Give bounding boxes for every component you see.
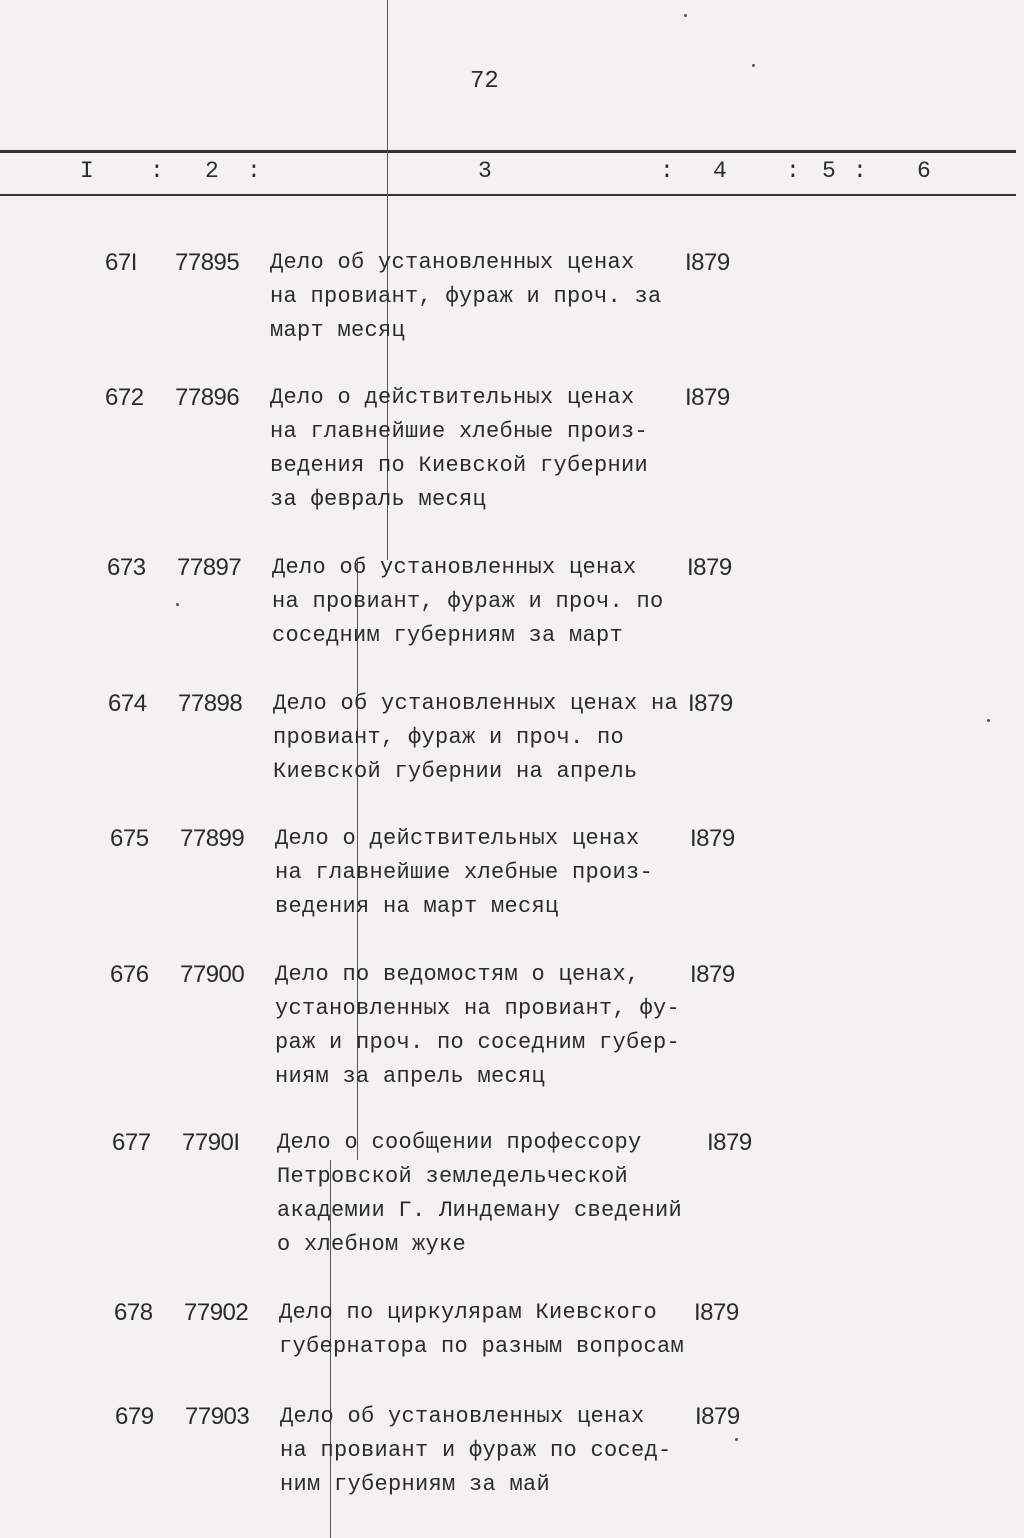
column-separator: : xyxy=(853,158,867,184)
entry-title: Дело об установленных ценах на провиант, фураж и проч. по соседним губерниям за март xyxy=(272,555,664,648)
entry-title: Дело по циркулярам Киевского губернатора по разным вопросам xyxy=(279,1300,685,1359)
column-header-4: 4 xyxy=(713,158,727,184)
entry-year: I879 xyxy=(690,825,735,852)
scan-speck xyxy=(735,1438,738,1441)
scan-speck xyxy=(684,14,687,17)
entry-year: I879 xyxy=(688,690,733,717)
column-header-6: 6 xyxy=(917,158,931,184)
entry-title: Дело о действительных ценах на главнейшие хлебные произ- ведения по Киевской губернии за февраль месяц xyxy=(270,385,649,512)
column-header-3: 3 xyxy=(478,158,492,184)
entry-year: I879 xyxy=(694,1299,739,1326)
entry-code: 77900 xyxy=(180,961,245,988)
column-header-1: I xyxy=(80,158,94,184)
scan-speck xyxy=(176,603,179,606)
entry-code: 77895 xyxy=(175,249,240,276)
scan-speck xyxy=(987,719,990,722)
entry-title: Дело об установленных ценах на провиант, фураж и проч. за март месяц xyxy=(270,250,662,343)
entry-code: 77902 xyxy=(184,1299,249,1326)
entry-year: I879 xyxy=(687,554,732,581)
column-separator: : xyxy=(660,158,674,184)
entry-title: Дело об установленных ценах на провиант, фураж и проч. по Киевской губернии на апрель xyxy=(273,691,679,784)
entry-year: I879 xyxy=(695,1403,740,1430)
entry-number: 678 xyxy=(114,1299,153,1326)
entry-number: 677 xyxy=(112,1129,151,1156)
column-separator: : xyxy=(150,158,164,184)
entry-code: 77898 xyxy=(178,690,243,717)
entry-number: 67I xyxy=(105,249,137,276)
entry-year: I879 xyxy=(685,249,730,276)
entry-number: 674 xyxy=(108,690,147,717)
entry-number: 672 xyxy=(105,384,144,411)
entry-title: Дело об установленных ценах на провиант и фураж по сосед- ним губерниям за май xyxy=(280,1404,672,1497)
entry-number: 673 xyxy=(107,554,146,581)
page-number: 72 xyxy=(470,68,499,95)
header-rule-top xyxy=(0,150,1016,153)
entry-number: 675 xyxy=(110,825,149,852)
scan-speck xyxy=(752,64,755,67)
entry-year: I879 xyxy=(690,961,735,988)
entry-code: 77903 xyxy=(185,1403,250,1430)
entry-code: 77897 xyxy=(177,554,242,581)
entry-year: I879 xyxy=(707,1129,752,1156)
entry-title: Дело о сообщении профессору Петровской земледельческой академии Г. Линдеману сведений о хлебном жуке xyxy=(277,1130,683,1257)
column-header-2: 2 xyxy=(205,158,219,184)
entry-code: 7790I xyxy=(182,1129,240,1156)
entry-number: 679 xyxy=(115,1403,154,1430)
column-separator: : xyxy=(786,158,800,184)
column-separator: : xyxy=(247,158,261,184)
header-rule-bottom xyxy=(0,194,1016,196)
column-header-5: 5 xyxy=(822,158,836,184)
entry-number: 676 xyxy=(110,961,149,988)
entry-year: I879 xyxy=(685,384,730,411)
entry-title: Дело по ведомостям о ценах, установленных на провиант, фу- раж и проч. по соседним губер- ниям за апрель месяц xyxy=(275,962,681,1089)
entry-code: 77896 xyxy=(175,384,240,411)
entry-title: Дело о действительных ценах на главнейшие хлебные произ- ведения на март месяц xyxy=(275,826,654,919)
entry-code: 77899 xyxy=(180,825,245,852)
